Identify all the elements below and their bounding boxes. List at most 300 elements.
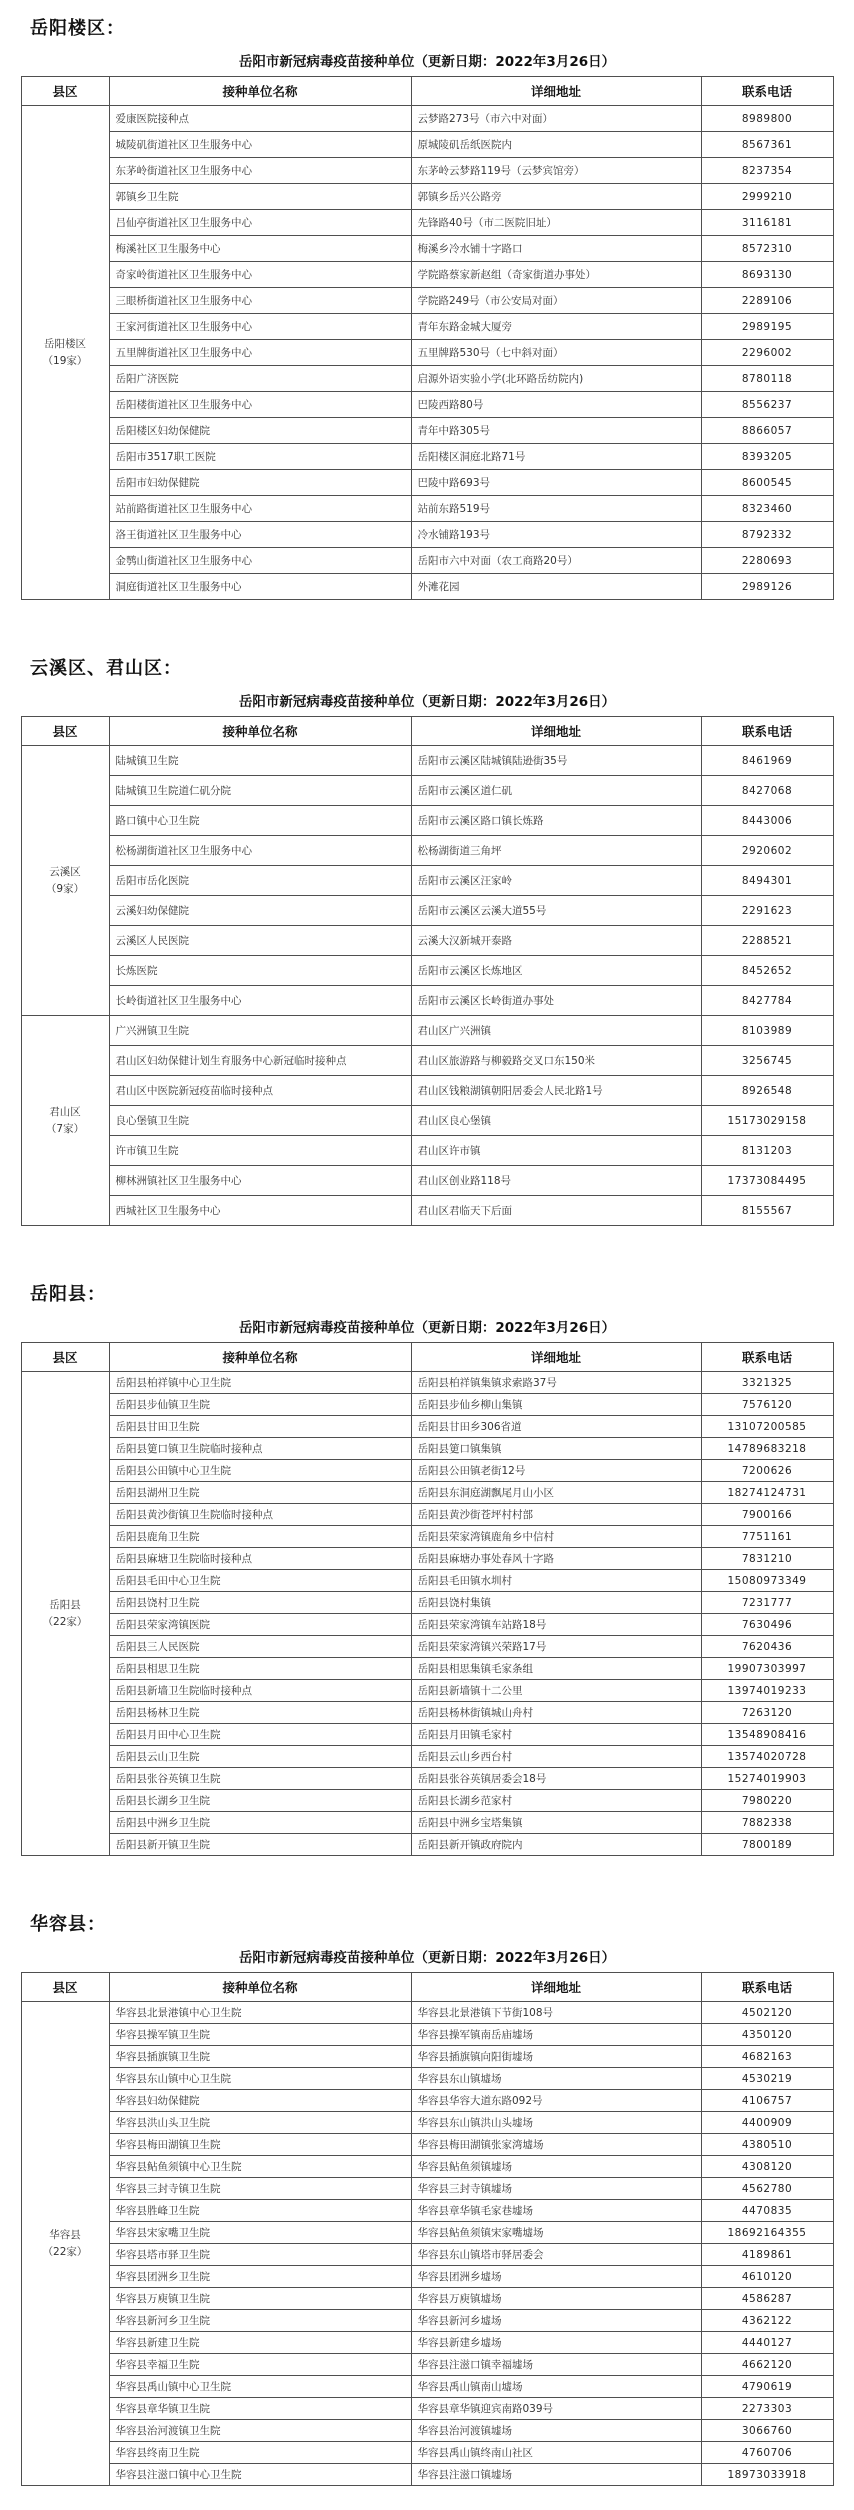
col-header-district: 县区 xyxy=(21,77,109,106)
phone-cell: 2288521 xyxy=(701,926,833,956)
district-cell xyxy=(21,746,109,1016)
phone-cell: 14789683218 xyxy=(701,1438,833,1460)
col-header-unit-name: 接种单位名称 xyxy=(109,1973,411,2002)
address-cell: 君山区创业路118号 xyxy=(411,1166,701,1196)
col-header-address: 详细地址 xyxy=(411,717,701,746)
address-cell: 岳阳县张谷英镇居委会18号 xyxy=(411,1768,701,1790)
unit-name-cell: 华容县禹山镇中心卫生院 xyxy=(109,2376,411,2398)
vaccination-units-table xyxy=(21,716,834,1226)
col-header-unit-name: 接种单位名称 xyxy=(109,77,411,106)
phone-cell: 2273303 xyxy=(701,2398,833,2420)
district-cell xyxy=(21,106,109,600)
address-cell: 华容县注滋口镇幸福墟场 xyxy=(411,2354,701,2376)
table-row xyxy=(21,836,833,866)
unit-name-cell: 岳阳县三人民医院 xyxy=(109,1636,411,1658)
table-row xyxy=(21,806,833,836)
header-row xyxy=(21,1973,833,2002)
address-cell: 云梦路273号（市六中对面） xyxy=(411,106,701,132)
phone-cell: 7751161 xyxy=(701,1526,833,1548)
address-cell: 华容县北景港镇下节街108号 xyxy=(411,2002,701,2024)
table-row xyxy=(21,2354,833,2376)
table-row xyxy=(21,2178,833,2200)
address-cell: 岳阳县新开镇政府院内 xyxy=(411,1834,701,1856)
unit-name-cell: 奇家岭街道社区卫生服务中心 xyxy=(109,262,411,288)
phone-cell: 4470835 xyxy=(701,2200,833,2222)
unit-name-cell: 华容县东山镇中心卫生院 xyxy=(109,2068,411,2090)
table-row xyxy=(21,2442,833,2464)
phone-cell: 7800189 xyxy=(701,1834,833,1856)
address-cell: 华容县三封寺镇墟场 xyxy=(411,2178,701,2200)
table-row xyxy=(21,1416,833,1438)
address-cell: 启源外语实验小学(北环路岳纺院内) xyxy=(411,366,701,392)
unit-name-cell: 许市镇卫生院 xyxy=(109,1136,411,1166)
address-cell: 岳阳县毛田镇水圳村 xyxy=(411,1570,701,1592)
phone-cell: 2989195 xyxy=(701,314,833,340)
table-row xyxy=(21,2046,833,2068)
address-cell: 岳阳县饶村集镇 xyxy=(411,1592,701,1614)
col-header-address: 详细地址 xyxy=(411,77,701,106)
col-header-address: 详细地址 xyxy=(411,1973,701,2002)
address-cell: 岳阳县筻口镇集镇 xyxy=(411,1438,701,1460)
unit-name-cell: 云溪妇幼保健院 xyxy=(109,896,411,926)
unit-name-cell: 君山区中医院新冠疫苗临时接种点 xyxy=(109,1076,411,1106)
unit-name-cell: 良心堡镇卫生院 xyxy=(109,1106,411,1136)
unit-name-cell: 柳林洲镇社区卫生服务中心 xyxy=(109,1166,411,1196)
unit-name-cell: 岳阳县相思卫生院 xyxy=(109,1658,411,1680)
unit-name-cell: 华容县章华镇卫生院 xyxy=(109,2398,411,2420)
address-cell: 岳阳市云溪区路口镇长炼路 xyxy=(411,806,701,836)
phone-cell: 13548908416 xyxy=(701,1724,833,1746)
unit-name-cell: 王家河街道社区卫生服务中心 xyxy=(109,314,411,340)
phone-cell: 4502120 xyxy=(701,2002,833,2024)
table-row xyxy=(21,1768,833,1790)
unit-name-cell: 爱康医院接种点 xyxy=(109,106,411,132)
unit-name-cell: 长岭街道社区卫生服务中心 xyxy=(109,986,411,1016)
address-cell: 松杨湖街道三角坪 xyxy=(411,836,701,866)
table-row xyxy=(21,1372,833,1394)
phone-cell: 4662120 xyxy=(701,2354,833,2376)
table-row xyxy=(21,2024,833,2046)
phone-cell: 3066760 xyxy=(701,2420,833,2442)
unit-name-cell: 华容县终南卫生院 xyxy=(109,2442,411,2464)
address-cell: 华容县鲇鱼须镇宋家嘴墟场 xyxy=(411,2222,701,2244)
phone-cell: 8780118 xyxy=(701,366,833,392)
address-cell: 冷水铺路193号 xyxy=(411,522,701,548)
table-row xyxy=(21,1196,833,1226)
unit-name-cell: 岳阳县杨林卫生院 xyxy=(109,1702,411,1724)
address-cell: 岳阳市云溪区汪家岭 xyxy=(411,866,701,896)
district-count: （7家） xyxy=(45,1122,85,1135)
address-cell: 岳阳县月田镇毛家村 xyxy=(411,1724,701,1746)
section-yunxi-junshan-districts xyxy=(0,646,854,1226)
address-cell: 岳阳县黄沙街苍坪村村部 xyxy=(411,1504,701,1526)
district-cell xyxy=(21,1372,109,1856)
unit-name-cell: 岳阳市岳化医院 xyxy=(109,866,411,896)
address-cell: 五里牌路530号（七中斜对面） xyxy=(411,340,701,366)
phone-cell: 8393205 xyxy=(701,444,833,470)
address-cell: 华容县东山镇塔市驿居委会 xyxy=(411,2244,701,2266)
table-row xyxy=(21,2002,833,2024)
address-cell: 郭镇乡岳兴公路旁 xyxy=(411,184,701,210)
table-row xyxy=(21,1504,833,1526)
unit-name-cell: 华容县万庾镇卫生院 xyxy=(109,2288,411,2310)
phone-cell: 8926548 xyxy=(701,1076,833,1106)
address-cell: 岳阳县荣家湾镇鹿角乡中信村 xyxy=(411,1526,701,1548)
phone-cell: 8103989 xyxy=(701,1016,833,1046)
table-row xyxy=(21,1724,833,1746)
unit-name-cell: 华容县幸福卫生院 xyxy=(109,2354,411,2376)
phone-cell: 7263120 xyxy=(701,1702,833,1724)
address-cell: 华容县新河乡墟场 xyxy=(411,2310,701,2332)
table-row xyxy=(21,262,833,288)
phone-cell: 4530219 xyxy=(701,2068,833,2090)
phone-cell: 7200626 xyxy=(701,1460,833,1482)
phone-cell: 15080973349 xyxy=(701,1570,833,1592)
unit-name-cell: 华容县梅田湖镇卫生院 xyxy=(109,2134,411,2156)
phone-cell: 4400909 xyxy=(701,2112,833,2134)
table-row xyxy=(21,1702,833,1724)
address-cell: 外滩花园 xyxy=(411,574,701,600)
phone-cell: 8567361 xyxy=(701,132,833,158)
phone-cell: 18692164355 xyxy=(701,2222,833,2244)
unit-name-cell: 华容县胜峰卫生院 xyxy=(109,2200,411,2222)
unit-name-cell: 岳阳县中洲乡卫生院 xyxy=(109,1812,411,1834)
unit-name-cell: 陆城镇卫生院道仁矶分院 xyxy=(109,776,411,806)
address-cell: 华容县东山镇洪山头墟场 xyxy=(411,2112,701,2134)
table-row xyxy=(21,392,833,418)
unit-name-cell: 梅溪社区卫生服务中心 xyxy=(109,236,411,262)
phone-cell: 19907303997 xyxy=(701,1658,833,1680)
col-header-address: 详细地址 xyxy=(411,1343,701,1372)
vaccination-units-table xyxy=(21,1342,834,1856)
table-row xyxy=(21,926,833,956)
district-count: （22家） xyxy=(42,2245,88,2258)
table-row xyxy=(21,236,833,262)
address-cell: 青年中路305号 xyxy=(411,418,701,444)
table-body xyxy=(21,1372,833,1856)
header-row xyxy=(21,717,833,746)
unit-name-cell: 华容县新河乡卫生院 xyxy=(109,2310,411,2332)
unit-name-cell: 吕仙亭街道社区卫生服务中心 xyxy=(109,210,411,236)
section-huarong-county xyxy=(0,1902,854,2486)
district-name: 云溪区 xyxy=(49,865,81,878)
address-cell: 岳阳市六中对面（农工商路20号） xyxy=(411,548,701,574)
phone-cell: 8323460 xyxy=(701,496,833,522)
unit-name-cell: 岳阳县长湖乡卫生院 xyxy=(109,1790,411,1812)
table-row xyxy=(21,1834,833,1856)
table-row xyxy=(21,2464,833,2486)
table-row xyxy=(21,1394,833,1416)
phone-cell: 4610120 xyxy=(701,2266,833,2288)
address-cell: 云溪大汉新城开泰路 xyxy=(411,926,701,956)
unit-name-cell: 华容县团洲乡卫生院 xyxy=(109,2266,411,2288)
unit-name-cell: 岳阳县黄沙街镇卫生院临时接种点 xyxy=(109,1504,411,1526)
phone-cell: 7630496 xyxy=(701,1614,833,1636)
col-header-unit-name: 接种单位名称 xyxy=(109,717,411,746)
address-cell: 学院路249号（市公安局对面） xyxy=(411,288,701,314)
phone-cell: 8155567 xyxy=(701,1196,833,1226)
col-header-phone: 联系电话 xyxy=(701,717,833,746)
address-cell: 岳阳县柏祥镇集镇求索路37号 xyxy=(411,1372,701,1394)
district-cell xyxy=(21,1016,109,1226)
phone-cell: 8572310 xyxy=(701,236,833,262)
table-row xyxy=(21,2156,833,2178)
phone-cell: 8866057 xyxy=(701,418,833,444)
table-row xyxy=(21,418,833,444)
table-row xyxy=(21,184,833,210)
district-name: 岳阳县 xyxy=(49,1598,81,1611)
phone-cell: 8989800 xyxy=(701,106,833,132)
unit-name-cell: 郭镇乡卫生院 xyxy=(109,184,411,210)
header-row xyxy=(21,1343,833,1372)
address-cell: 华容县鲇鱼须镇墟场 xyxy=(411,2156,701,2178)
unit-name-cell: 岳阳县荣家湾镇医院 xyxy=(109,1614,411,1636)
phone-cell: 8443006 xyxy=(701,806,833,836)
address-cell: 岳阳县杨林街镇城山舟村 xyxy=(411,1702,701,1724)
address-cell: 先锋路40号（市二医院旧址） xyxy=(411,210,701,236)
unit-name-cell: 华容县鲇鱼须镇中心卫生院 xyxy=(109,2156,411,2178)
table-row xyxy=(21,2310,833,2332)
address-cell: 岳阳县麻塘办事处春风十字路 xyxy=(411,1548,701,1570)
phone-cell: 4440127 xyxy=(701,2332,833,2354)
unit-name-cell: 云溪区人民医院 xyxy=(109,926,411,956)
unit-name-cell: 岳阳县新开镇卫生院 xyxy=(109,1834,411,1856)
phone-cell: 4790619 xyxy=(701,2376,833,2398)
address-cell: 华容县梅田湖镇张家湾墟场 xyxy=(411,2134,701,2156)
table-row xyxy=(21,2332,833,2354)
table-row xyxy=(21,1790,833,1812)
phone-cell: 7620436 xyxy=(701,1636,833,1658)
section-heading: 岳阳县： xyxy=(30,1284,106,1305)
phone-cell: 2289106 xyxy=(701,288,833,314)
phone-cell: 3256745 xyxy=(701,1046,833,1076)
address-cell: 华容县插旗镇向阳街墟场 xyxy=(411,2046,701,2068)
table-body xyxy=(21,2002,833,2486)
address-cell: 梅溪乡冷水铺十字路口 xyxy=(411,236,701,262)
phone-cell: 8427784 xyxy=(701,986,833,1016)
section-yueyanglou-district xyxy=(0,6,854,600)
unit-name-cell: 岳阳县筻口镇卫生院临时接种点 xyxy=(109,1438,411,1460)
address-cell: 君山区钱粮湖镇朝阳居委会人民北路1号 xyxy=(411,1076,701,1106)
address-cell: 岳阳县长湖乡范家村 xyxy=(411,1790,701,1812)
unit-name-cell: 西城社区卫生服务中心 xyxy=(109,1196,411,1226)
table-row xyxy=(21,866,833,896)
table-row xyxy=(21,2134,833,2156)
unit-name-cell: 华容县北景港镇中心卫生院 xyxy=(109,2002,411,2024)
address-cell: 岳阳县步仙乡柳山集镇 xyxy=(411,1394,701,1416)
unit-name-cell: 华容县塔市驿卫生院 xyxy=(109,2244,411,2266)
phone-cell: 7882338 xyxy=(701,1812,833,1834)
header-row xyxy=(21,77,833,106)
col-header-unit-name: 接种单位名称 xyxy=(109,1343,411,1372)
table-row xyxy=(21,1570,833,1592)
address-cell: 岳阳县荣家湾镇兴荣路17号 xyxy=(411,1636,701,1658)
table-row xyxy=(21,158,833,184)
unit-name-cell: 华容县洪山头卫生院 xyxy=(109,2112,411,2134)
table-row xyxy=(21,1614,833,1636)
address-cell: 岳阳市云溪区长岭街道办事处 xyxy=(411,986,701,1016)
district-count: （22家） xyxy=(42,1615,88,1628)
unit-name-cell: 站前路街道社区卫生服务中心 xyxy=(109,496,411,522)
address-cell: 华容县章华镇毛家巷墟场 xyxy=(411,2200,701,2222)
address-cell: 岳阳县甘田乡306省道 xyxy=(411,1416,701,1438)
phone-cell: 8556237 xyxy=(701,392,833,418)
district-name: 华容县 xyxy=(49,2228,81,2241)
phone-cell: 8461969 xyxy=(701,746,833,776)
address-cell: 岳阳县相思集镇毛家条组 xyxy=(411,1658,701,1680)
phone-cell: 8427068 xyxy=(701,776,833,806)
table-row xyxy=(21,1076,833,1106)
table-row xyxy=(21,2376,833,2398)
unit-name-cell: 三眼桥街道社区卫生服务中心 xyxy=(109,288,411,314)
table-row xyxy=(21,470,833,496)
address-cell: 站前东路519号 xyxy=(411,496,701,522)
table-row xyxy=(21,1136,833,1166)
table-row xyxy=(21,1526,833,1548)
phone-cell: 4682163 xyxy=(701,2046,833,2068)
address-cell: 华容县章华镇迎宾南路039号 xyxy=(411,2398,701,2420)
address-cell: 华容县新建乡墟场 xyxy=(411,2332,701,2354)
phone-cell: 4189861 xyxy=(701,2244,833,2266)
address-cell: 君山区广兴洲镇 xyxy=(411,1016,701,1046)
phone-cell: 7980220 xyxy=(701,1790,833,1812)
phone-cell: 8131203 xyxy=(701,1136,833,1166)
district-name: 君山区 xyxy=(49,1105,81,1118)
table-row xyxy=(21,2420,833,2442)
unit-name-cell: 华容县注滋口镇中心卫生院 xyxy=(109,2464,411,2486)
table-title: 岳阳市新冠病毒疫苗接种单位（更新日期：2022年3月26日） xyxy=(238,54,616,70)
unit-name-cell: 华容县妇幼保健院 xyxy=(109,2090,411,2112)
table-row xyxy=(21,2222,833,2244)
address-cell: 华容县禹山镇南山墟场 xyxy=(411,2376,701,2398)
unit-name-cell: 君山区妇幼保健计划生育服务中心新冠临时接种点 xyxy=(109,1046,411,1076)
table-row xyxy=(21,210,833,236)
phone-cell: 8792332 xyxy=(701,522,833,548)
address-cell: 华容县东山镇墟场 xyxy=(411,2068,701,2090)
address-cell: 原城陵矶岳纸医院内 xyxy=(411,132,701,158)
address-cell: 华容县治河渡镇墟场 xyxy=(411,2420,701,2442)
address-cell: 巴陵西路80号 xyxy=(411,392,701,418)
district-count: （9家） xyxy=(45,882,85,895)
table-row xyxy=(21,1658,833,1680)
address-cell: 君山区良心堡镇 xyxy=(411,1106,701,1136)
col-header-district: 县区 xyxy=(21,1343,109,1372)
address-cell: 华容县禹山镇终南山社区 xyxy=(411,2442,701,2464)
table-row xyxy=(21,2398,833,2420)
table-row xyxy=(21,1812,833,1834)
table-row xyxy=(21,1680,833,1702)
phone-cell: 8600545 xyxy=(701,470,833,496)
table-header xyxy=(21,717,833,746)
unit-name-cell: 华容县新建卫生院 xyxy=(109,2332,411,2354)
table-row xyxy=(21,366,833,392)
table-row xyxy=(21,106,833,132)
section-heading: 云溪区、君山区： xyxy=(30,658,182,679)
phone-cell: 4308120 xyxy=(701,2156,833,2178)
unit-name-cell: 洛王街道社区卫生服务中心 xyxy=(109,522,411,548)
phone-cell: 13574020728 xyxy=(701,1746,833,1768)
phone-cell: 2291623 xyxy=(701,896,833,926)
address-cell: 华容县注滋口镇墟场 xyxy=(411,2464,701,2486)
phone-cell: 18274124731 xyxy=(701,1482,833,1504)
col-header-phone: 联系电话 xyxy=(701,77,833,106)
district-count: （19家） xyxy=(42,354,88,367)
vaccination-units-table xyxy=(21,76,834,600)
address-cell: 岳阳县公田镇老街12号 xyxy=(411,1460,701,1482)
unit-name-cell: 岳阳县毛田中心卫生院 xyxy=(109,1570,411,1592)
col-header-phone: 联系电话 xyxy=(701,1343,833,1372)
unit-name-cell: 路口镇中心卫生院 xyxy=(109,806,411,836)
unit-name-cell: 华容县插旗镇卫生院 xyxy=(109,2046,411,2068)
phone-cell: 13974019233 xyxy=(701,1680,833,1702)
unit-name-cell: 岳阳楼街道社区卫生服务中心 xyxy=(109,392,411,418)
unit-name-cell: 五里牌街道社区卫生服务中心 xyxy=(109,340,411,366)
phone-cell: 8494301 xyxy=(701,866,833,896)
table-row xyxy=(21,132,833,158)
unit-name-cell: 岳阳县新墙卫生院临时接种点 xyxy=(109,1680,411,1702)
table-row xyxy=(21,522,833,548)
unit-name-cell: 岳阳市妇幼保健院 xyxy=(109,470,411,496)
unit-name-cell: 华容县治河渡镇卫生院 xyxy=(109,2420,411,2442)
table-row xyxy=(21,444,833,470)
table-row xyxy=(21,1592,833,1614)
table-row xyxy=(21,1746,833,1768)
phone-cell: 7576120 xyxy=(701,1394,833,1416)
table-row xyxy=(21,1016,833,1046)
table-row xyxy=(21,574,833,600)
address-cell: 岳阳县东洞庭湖飘尾月山小区 xyxy=(411,1482,701,1504)
phone-cell: 3116181 xyxy=(701,210,833,236)
table-row xyxy=(21,548,833,574)
phone-cell: 4350120 xyxy=(701,2024,833,2046)
unit-name-cell: 岳阳县甘田卫生院 xyxy=(109,1416,411,1438)
phone-cell: 8693130 xyxy=(701,262,833,288)
phone-cell: 4562780 xyxy=(701,2178,833,2200)
address-cell: 君山区君临天下后面 xyxy=(411,1196,701,1226)
unit-name-cell: 岳阳县云山卫生院 xyxy=(109,1746,411,1768)
section-yueyang-county xyxy=(0,1272,854,1856)
phone-cell: 4380510 xyxy=(701,2134,833,2156)
phone-cell: 15173029158 xyxy=(701,1106,833,1136)
district-cell xyxy=(21,2002,109,2486)
table-row xyxy=(21,2288,833,2310)
phone-cell: 4106757 xyxy=(701,2090,833,2112)
table-row xyxy=(21,986,833,1016)
phone-cell: 2989126 xyxy=(701,574,833,600)
unit-name-cell: 岳阳县月田中心卫生院 xyxy=(109,1724,411,1746)
table-row xyxy=(21,2244,833,2266)
table-title: 岳阳市新冠病毒疫苗接种单位（更新日期：2022年3月26日） xyxy=(238,1950,616,1966)
address-cell: 岳阳县新墙镇十二公里 xyxy=(411,1680,701,1702)
vaccination-units-table xyxy=(21,1972,834,2486)
unit-name-cell: 华容县宋家嘴卫生院 xyxy=(109,2222,411,2244)
unit-name-cell: 岳阳县饶村卫生院 xyxy=(109,1592,411,1614)
table-header xyxy=(21,1343,833,1372)
unit-name-cell: 洞庭街道社区卫生服务中心 xyxy=(109,574,411,600)
address-cell: 华容县团洲乡墟场 xyxy=(411,2266,701,2288)
table-row xyxy=(21,1438,833,1460)
address-cell: 岳阳县云山乡西台村 xyxy=(411,1746,701,1768)
table-row xyxy=(21,1046,833,1076)
address-cell: 岳阳市云溪区长炼地区 xyxy=(411,956,701,986)
address-cell: 君山区许市镇 xyxy=(411,1136,701,1166)
address-cell: 华容县华容大道东路092号 xyxy=(411,2090,701,2112)
phone-cell: 7900166 xyxy=(701,1504,833,1526)
unit-name-cell: 岳阳县鹿角卫生院 xyxy=(109,1526,411,1548)
table-header xyxy=(21,77,833,106)
table-row xyxy=(21,340,833,366)
phone-cell: 2296002 xyxy=(701,340,833,366)
